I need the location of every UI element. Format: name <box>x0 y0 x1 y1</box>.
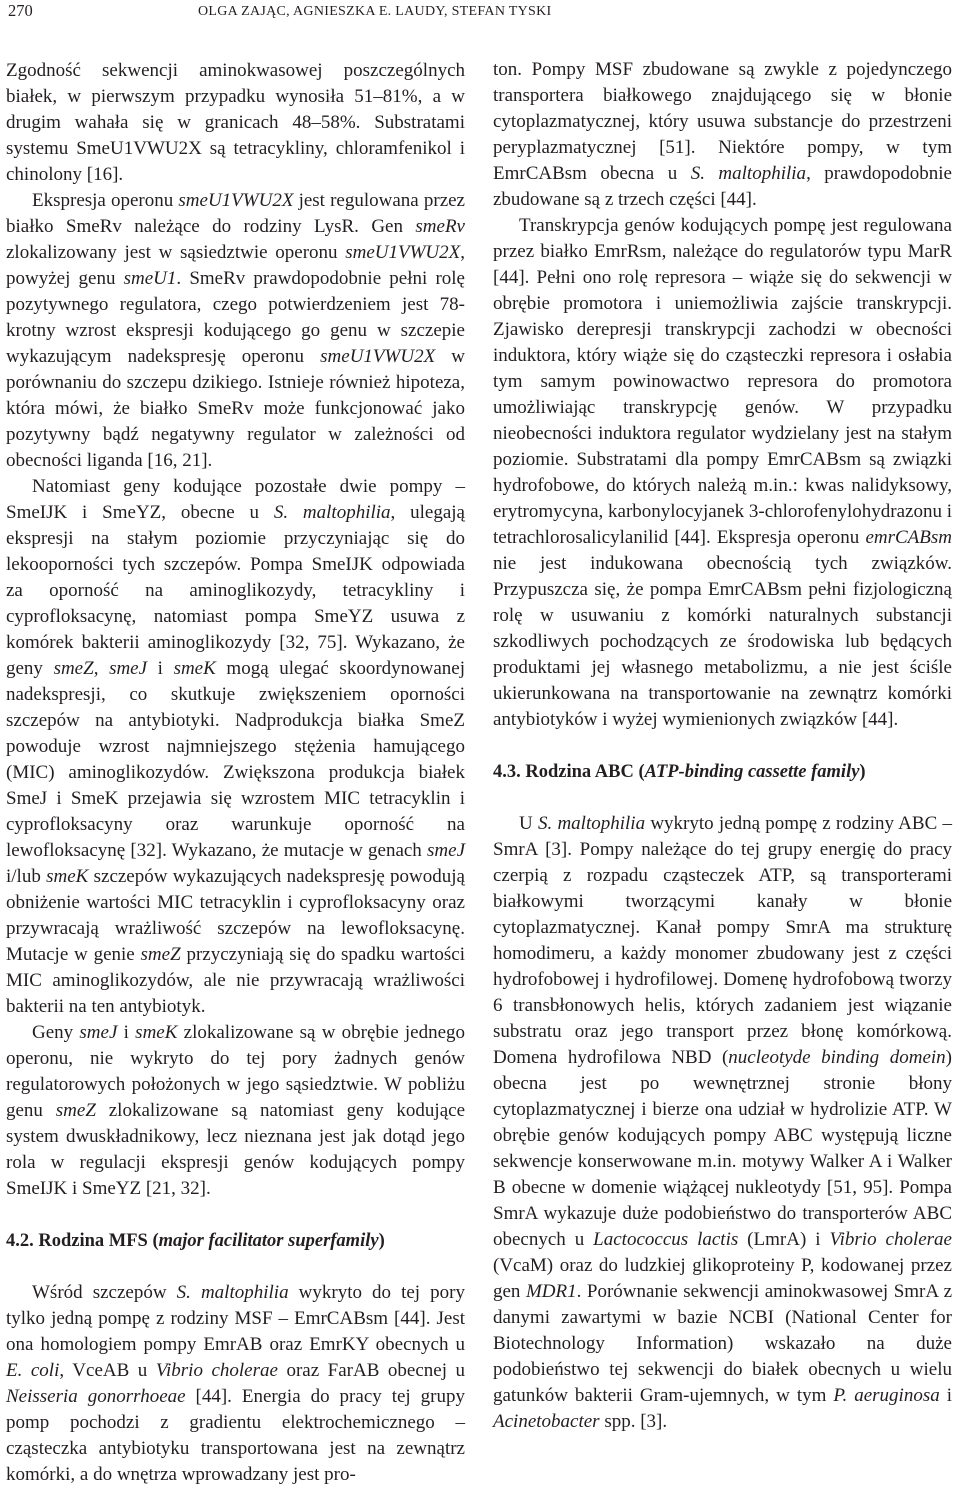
page-number: 270 <box>8 1 33 20</box>
section-heading-4-3: 4.3. Rodzina ABC (ATP-binding cassette family) <box>493 762 866 782</box>
paragraph: Zgodność sekwencji aminokwasowej poszczególnych białek, w pierwszym przypadku wynosiła 51–81%, a w drugim wahała się w granicach 48–58%. Substratami systemu SmeU1VWU2X są tetracykliny, chloramfenikol i chinolony [16]. <box>6 60 465 185</box>
paragraph: U S. maltophilia wykryto jedną pompę z rodziny ABC – SmrA [3]. Pompy należące do tej grupy energię do pracy czerpią z rozpadu cząsteczek ATP, są transporterami białkowymi tworzącymi kanały w błonie cytoplazmatycznej. Kanał pompy SmrA ma strukturę homodimeru, a każdy monomer zbudowany jest z części hydrofobowej i hydrofilowej. Domenę hydrofobową tworzy 6 transbłonowych helis, których zadaniem jest wiązanie substratu oraz jego transport przez błonę komórkową. Domena hydrofilowa NBD (nucleotyde binding domein) obecna jest po wewnętrznej stronie błony cytoplazmatycznej i bierze ona udział w hydrolizie ATP. W obrębie genów kodujących pompy ABC występują liczne sekwencje konserwowane m.in. motywy Walker A i Walker B obecne w domenie wiążącej nukleotydy [51, 95]. Pompa SmrA wykazuje duże podobieństwo do transporterów ABC obecnych u Lactococcus lactis (LmrA) i Vibrio cholerae (VcaM) oraz do ludzkiej glikoproteiny P, kodowanej przez gen MDR1. Porównanie sekwencji aminokwasowej SmrA z danymi zawartymi w bazie NCBI (National Center for Biotechnology Information) wskazało na duże podobieństwo tej sekwencji do białek obecnych u wielu gatunków bakterii Gram-ujemnych, w tym P. aeruginosa i Acinetobacter spp. [3]. <box>493 813 953 1432</box>
paragraph: ton. Pompy MSF zbudowane są zwykle z pojedynczego transportera białkowego znajdującego się w błonie cytoplazmatycznej, który usuwa substancje do przestrzeni peryplazmatycznej [51]. Niektóre pompy, w tym EmrCABsm obecna u S. maltophilia, prawdopodobnie zbudowane są z trzech części [44]. <box>493 59 952 210</box>
paragraph: Natomiast geny kodujące pozostałe dwie pompy – SmeIJK i SmeYZ, obecne u S. maltophilia, ulegają ekspresji na stałym poziomie przyczyniając się do lekooporności tych szczepów. Pompa SmeIJK odpowiada za oporność na aminoglikozydy, tetracykliny i cyprofloksacynę, natomiast pompa SmeYZ usuwa z komórek bakterii aminoglikozydy [32, 75]. Wykazano, że geny smeZ, smeJ i smeK mogą ulegać skoordynowanej nadekspresji, co skutkuje zwiększeniem oporności szczepów na antybiotyki. Nadprodukcja białka SmeZ powoduje wzrost najmniejszego stężenia hamującego (MIC) aminoglikozydów. Zwiększona produkcja białek SmeJ i SmeK przejawia się wzrostem MIC tetracyklin i cyprofloksacyny oraz warunkuje oporność na lewofloksacynę [32]. Wykazano, że mutacje w genach smeJ i/lub smeK szczepów wykazujących nadekspresję powodują obniżenie wartości MIC tetracyklin i cyprofloksacyny oraz przywracają wrażliwość szczepów na lewofloksacynę. Mutacje w genie smeZ przyczyniają się do spadku wartości MIC aminoglikozydów, ale nie przywracają wrażliwości bakterii na ten antybiotyk. <box>6 476 466 1017</box>
section-heading-4-2: 4.2. Rodzina MFS (major facilitator superfamily) <box>6 1231 385 1251</box>
paragraph: Wśród szczepów S. maltophilia wykryto do tej pory tylko jedną pompę z rodziny MSF – EmrCABsm [44]. Jest ona homologiem pompy EmrAB oraz EmrKY obecnych u E. coli, VceAB u Vibrio cholerae oraz FarAB obecnej u Neisseria gonorrhoeae [44]. Energia do pracy tej grupy pomp pochodzi z gradientu elektrochemicznego – cząsteczka antybiotyku transportowana jest na zewnątrz komórki, a do wnętrza wprowadzany jest pro- <box>6 1282 466 1485</box>
right-column <box>493 57 952 1435</box>
paragraph: Geny smeJ i smeK zlokalizowane są w obrębie jednego operonu, nie wykryto do tej pory żadnych genów regulatorowych położonych w jego sąsiedztwie. W pobliżu genu smeZ zlokalizowane są natomiast geny kodujące system dwuskładnikowy, lecz nieznana jest jak dotąd jego rola w regulacji ekspresji genów kodujących pompy SmeIJK i SmeYZ [21, 32]. <box>6 1022 466 1199</box>
header-authors: OLGA ZAJĄC, AGNIESZKA E. LAUDY, STEFAN TYSKI <box>198 4 552 19</box>
running-header <box>8 0 952 22</box>
paragraph: Transkrypcja genów kodujących pompę jest regulowana przez białko EmrRsm, należące do regulatorów typu MarR [44]. Pełni ono rolę represora – wiąże się do sekwencji w obrębie promotora i uniemożliwia zajście transkrypcji. Zjawisko derepresji transkrypcji zachodzi w obecności induktora, który wiąże się do cząsteczki represora i osłabia tym samym powinowactwo represora do promotora umożliwiając transkrypcję genów. W przypadku nieobecności induktora regulator wydzielany jest na stałym poziomie. Substratami dla pompy EmrCABsm są związki hydrofobowe, do których należą m.in.: kwas nalidyksowy, erytromycyna, karbonylocyjanek 3-chlorofenylohydrazonu i tetrachlorosalicylanilid [44]. Ekspresja operonu emrCABsm nie jest indukowana obecnością tych związków. Przypuszcza się, że pompa EmrCABsm pełni fizjologiczną rolę w usuwaniu z komórki naturalnych substancji szkodliwych pochodzących ze środowiska lub będących produktami jej własnego metabolizmu, a nie jest ściśle ukierunkowana na transportowanie na zewnątrz komórki antybiotyków i wyżej wymienionych związków [44]. <box>493 215 953 730</box>
left-column <box>6 58 465 1488</box>
paragraph: Ekspresja operonu smeU1VWU2X jest regulowana przez białko SmeRv należące do rodziny LysR. Gen smeRv zlokalizowany jest w sąsiedztwie operonu smeU1VWU2X, powyżej genu smeU1. SmeRv prawdopodobnie pełni rolę pozytywnego regulatora, czego potwierdzeniem jest 78-krotny wzrost ekspresji kodującego go genu w szczepie wykazującym nadekspresję operonu smeU1VWU2X w porównaniu do szczepu dzikiego. Istnieje również hipoteza, która mówi, że białko SmeRv może funkcjonować jako pozytywny bądź negatywny regulator w zależności od obecności liganda [16, 21]. <box>6 190 465 471</box>
